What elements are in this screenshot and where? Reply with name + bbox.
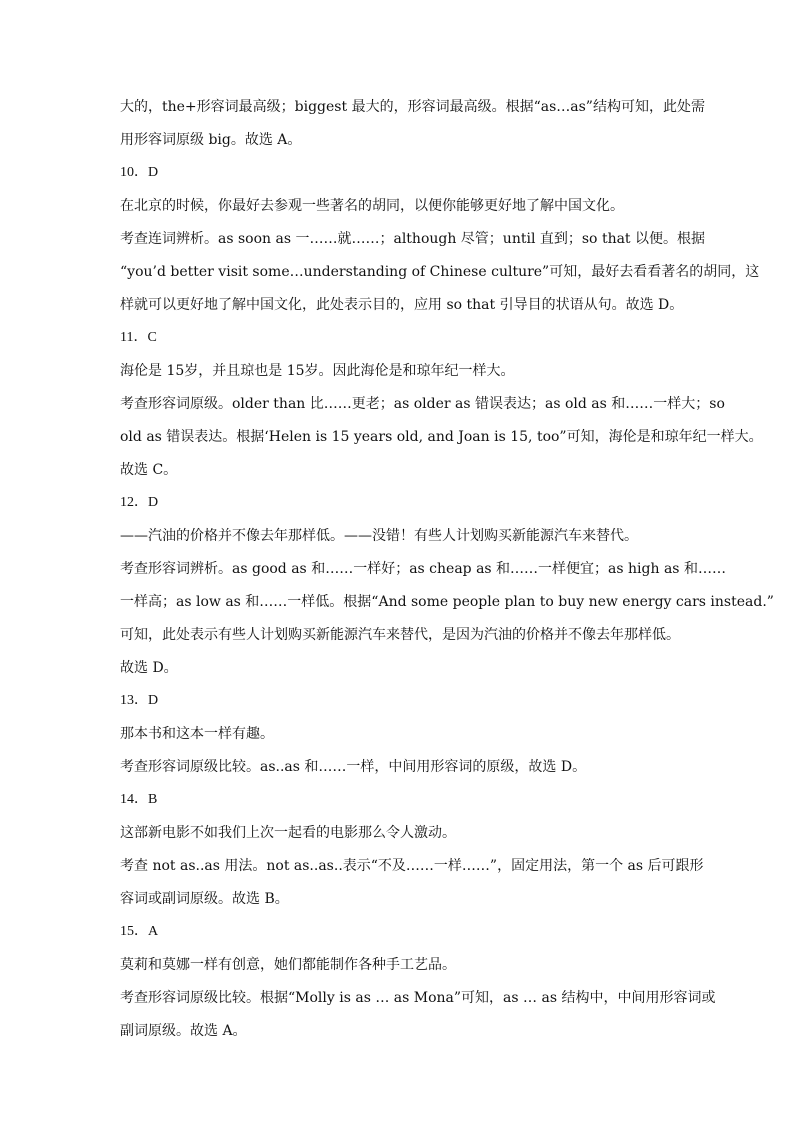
text-line: 用形容词原级 big。故选 A。 [120, 132, 302, 148]
text-line: 容词或副词原级。故选 B。 [120, 891, 289, 907]
text-line: 考查形容词原级比较。根据“Molly is as … as Mona”可知，as … as 结构中，中间用形容词或 [120, 990, 716, 1006]
question-number: 12．D [120, 495, 159, 510]
translation-line: 海伦是 15岁，并且琼也是 15岁。因此海伦是和琼年纪一样大。 [120, 363, 515, 379]
question-number: 15．A [120, 924, 159, 939]
question-number: 11．C [120, 330, 157, 345]
text-line: 大的，the+形容词最高级；biggest 最大的，形容词最高级。根据“as…as”结构可知，此处需 [120, 99, 705, 115]
translation-line: 这部新电影不如我们上次一起看的电影那么令人激动。 [120, 825, 456, 841]
text-line: 考查形容词辨析。as good as 和……一样好；as cheap as 和……一样便宜；as high as 和…… [120, 561, 726, 577]
text-line: 样就可以更好地了解中国文化，此处表示目的，应用 so that 引导目的状语从句。故选 D。 [120, 297, 684, 313]
text-line: 故选 C。 [120, 462, 178, 478]
text-line: 考查形容词原级。older than 比……更老；as older as 错误表达；as old as 和……一样大；so [120, 396, 725, 412]
translation-line: ——汽油的价格并不像去年那样低。——没错！有些人计划购买新能源汽车来替代。 [120, 528, 638, 544]
text-line: 考查形容词原级比较。as..as 和……一样，中间用形容词的原级，故选 D。 [120, 759, 587, 775]
text-line: 考查连词辨析。as soon as 一……就……；although 尽管；until 直到；so that 以便。根据 [120, 231, 706, 247]
translation-line: 那本书和这本一样有趣。 [120, 726, 274, 742]
translation-line: 在北京的时候，你最好去参观一些著名的胡同，以便你能够更好地了解中国文化。 [120, 198, 624, 214]
text-line: old as 错误表达。根据‘Helen is 15 years old, and Joan is 15, too”可知，海伦是和琼年纪一样大。 [120, 429, 763, 445]
text-line: 考查 not as..as 用法。not as..as..表示“不及……一样……”，固定用法，第一个 as 后可跟形 [120, 858, 704, 874]
text-line: 一样高；as low as 和……一样低。根据“And some people plan to buy new energy cars instead.” [120, 594, 774, 610]
text-line: “you’d better visit some…understanding of Chinese culture”可知，最好去看看著名的胡同，这 [120, 264, 760, 280]
text-line: 副词原级。故选 A。 [120, 1023, 247, 1039]
question-number: 10．D [120, 165, 159, 180]
text-line: 故选 D。 [120, 660, 178, 676]
text-line: 可知，此处表示有些人计划购买新能源汽车来替代，是因为汽油的价格并不像去年那样低。 [120, 627, 680, 643]
document-body [120, 98, 774, 1055]
question-number: 13．D [120, 693, 159, 708]
translation-line: 莫莉和莫娜一样有创意，她们都能制作各种手工艺品。 [120, 957, 456, 973]
question-number: 14．B [120, 792, 158, 807]
